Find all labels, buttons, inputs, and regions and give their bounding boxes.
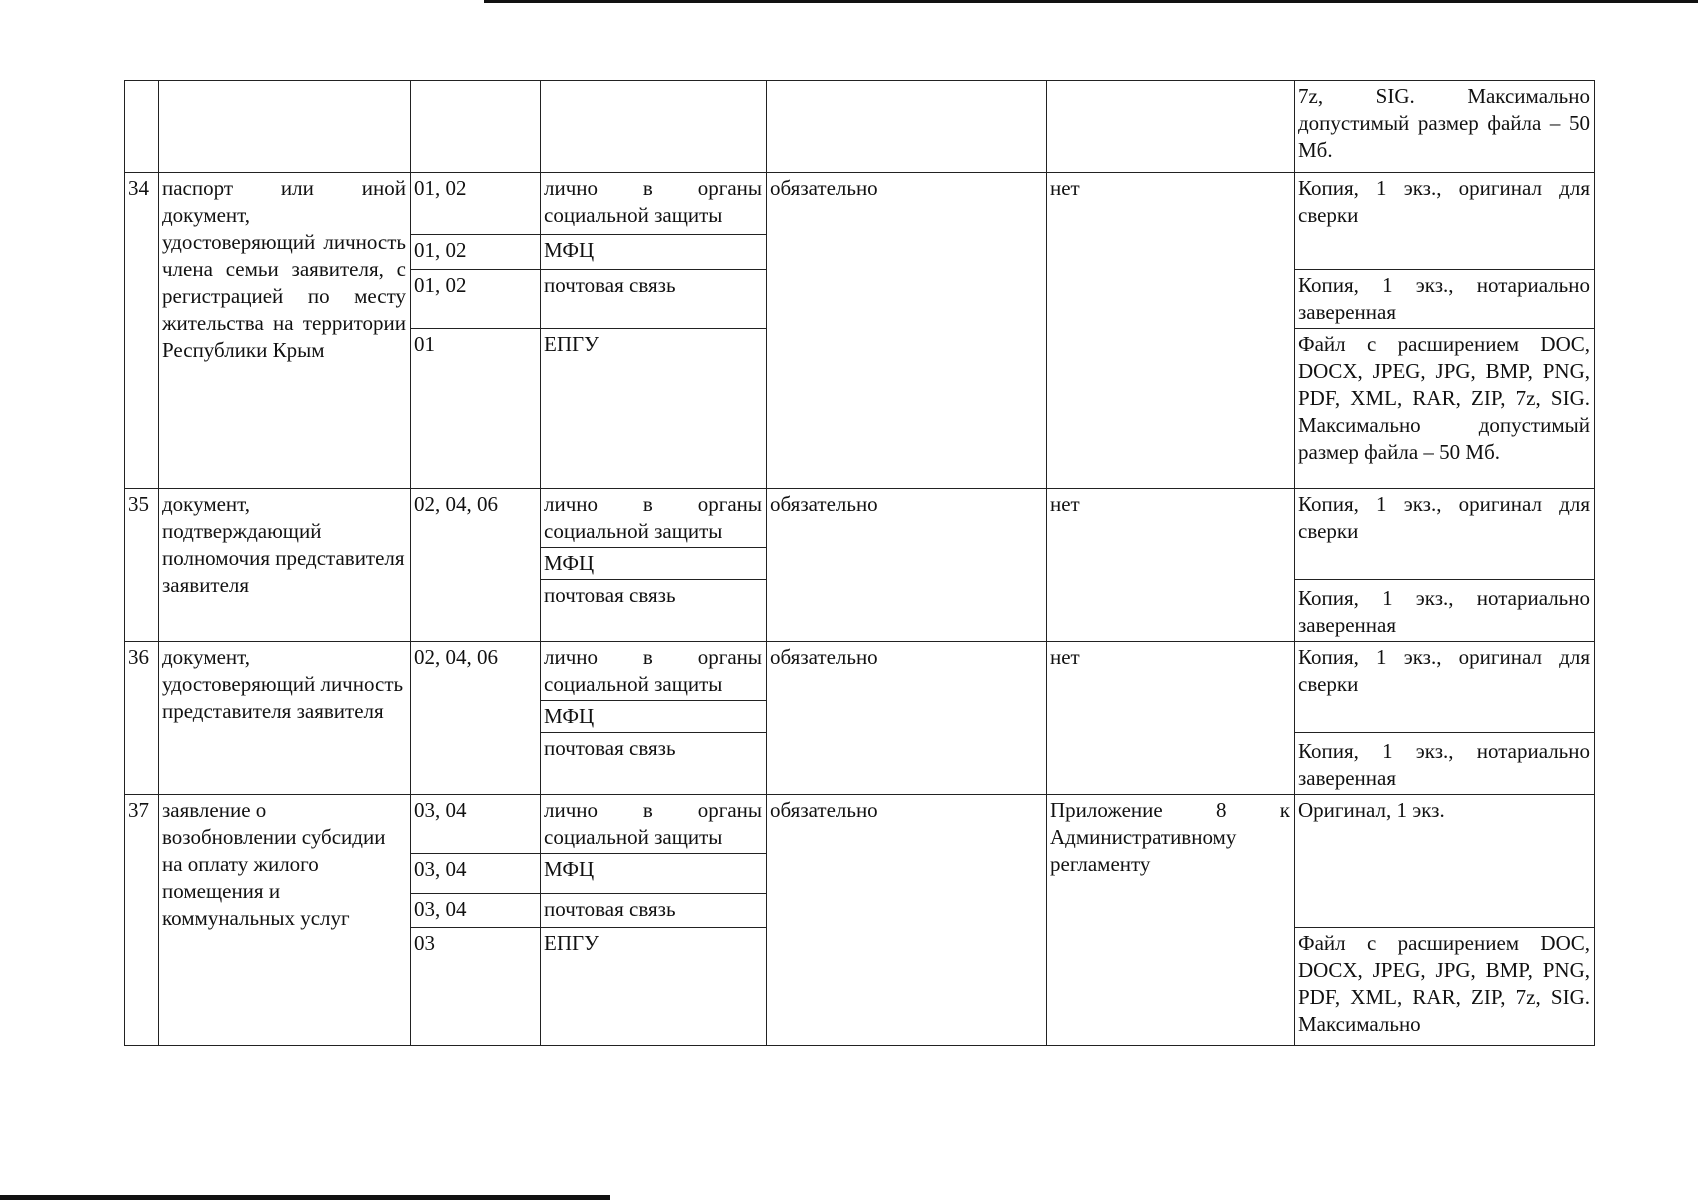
document-name: паспорт или иной документ, удостоверяющий личность члена семьи заявителя, с регистрацией по месту жительства на территории Республики Крым	[159, 173, 411, 489]
note: Файл с расширением DOC, DOCX, JPEG, JPG, BMP, PNG, PDF, XML, RAR, ZIP, 7z, SIG. Максимально	[1295, 928, 1595, 1046]
requirement: обязательно	[767, 173, 1047, 489]
cell-number	[125, 81, 159, 173]
row-number: 34	[125, 173, 159, 489]
submission-codes: 01, 02	[411, 173, 541, 235]
submission-method: почтовая связь	[541, 894, 767, 928]
note: Копия, 1 экз., нотариально заверенная	[1295, 580, 1595, 642]
requirement: обязательно	[767, 642, 1047, 795]
submission-method: МФЦ	[541, 854, 767, 894]
row-number: 36	[125, 642, 159, 795]
submission-methond: МФЦ	[541, 548, 767, 580]
cell-document	[159, 81, 411, 173]
requirement: обязательно	[767, 489, 1047, 642]
document-name: документ, удостоверяющий личность представителя заявителя	[159, 642, 411, 795]
cell-method	[541, 81, 767, 173]
note: Копия, 1 экз., нотариально заверенная	[1295, 270, 1595, 329]
submission-method: лично в органы социальной защиты	[541, 795, 767, 854]
document-name: заявление о возобновлении субсидии на оплату жилого помещения и коммунальных услуг	[159, 795, 411, 1046]
cell-requirement	[767, 81, 1047, 173]
cell-codes	[411, 81, 541, 173]
note: Копия, 1 экз., оригинал для сверки	[1295, 489, 1595, 580]
row-number: 35	[125, 489, 159, 642]
note: Файл с расширением DOC, DOCX, JPEG, JPG, BMP, PNG, PDF, XML, RAR, ZIP, 7z, SIG. Максимально допустимый размер файла – 50 Мб.	[1295, 329, 1595, 489]
table-row-36	[125, 642, 1595, 701]
document-name: документ, подтверждающий полномочия представителя заявителя	[159, 489, 411, 642]
documents-table	[124, 80, 1595, 1046]
submission-codes: 03	[411, 928, 541, 1046]
submission-method: почтовая связь	[541, 580, 767, 642]
submission-method: ЕПГУ	[541, 329, 767, 489]
table-row-35	[125, 489, 1595, 548]
top-scan-rule	[484, 0, 1698, 3]
table-row-34	[125, 173, 1595, 235]
submission-codes: 01, 02	[411, 235, 541, 270]
submission-codes: 01	[411, 329, 541, 489]
note: Копия, 1 экз., нотариально заверенная	[1295, 733, 1595, 795]
submission-method: МФЦ	[541, 235, 767, 270]
note: Оригинал, 1 экз.	[1295, 795, 1595, 928]
submission-method: почтовая связь	[541, 733, 767, 795]
form: Приложение 8 к Административному регламенту	[1047, 795, 1295, 1046]
submission-method: лично в органы социальной защиты	[541, 489, 767, 548]
submission-codes: 01, 02	[411, 270, 541, 329]
submission-method: почтовая связь	[541, 270, 767, 329]
form: нет	[1047, 489, 1295, 642]
submission-method: ЕПГУ	[541, 928, 767, 1046]
bottom-scan-rule	[0, 1195, 610, 1200]
submission-codes: 03, 04	[411, 795, 541, 854]
submission-codes: 02, 04, 06	[411, 489, 541, 642]
submission-method: лично в органы социальной защиты	[541, 173, 767, 235]
submission-codes: 03, 04	[411, 894, 541, 928]
table-row-continuation	[125, 81, 1595, 173]
form: нет	[1047, 173, 1295, 489]
submission-method: МФЦ	[541, 701, 767, 733]
submission-codes: 03, 04	[411, 854, 541, 894]
note: Копия, 1 экз., оригинал для сверки	[1295, 642, 1595, 733]
cell-note: 7z, SIG. Максимально допустимый размер файла – 50 Мб.	[1295, 81, 1595, 173]
table-row-37	[125, 795, 1595, 854]
requirement: обязательно	[767, 795, 1047, 1046]
row-number: 37	[125, 795, 159, 1046]
cell-form	[1047, 81, 1295, 173]
submission-method: лично в органы социальной защиты	[541, 642, 767, 701]
form: нет	[1047, 642, 1295, 795]
submission-codes: 02, 04, 06	[411, 642, 541, 795]
note: Копия, 1 экз., оригинал для сверки	[1295, 173, 1595, 270]
